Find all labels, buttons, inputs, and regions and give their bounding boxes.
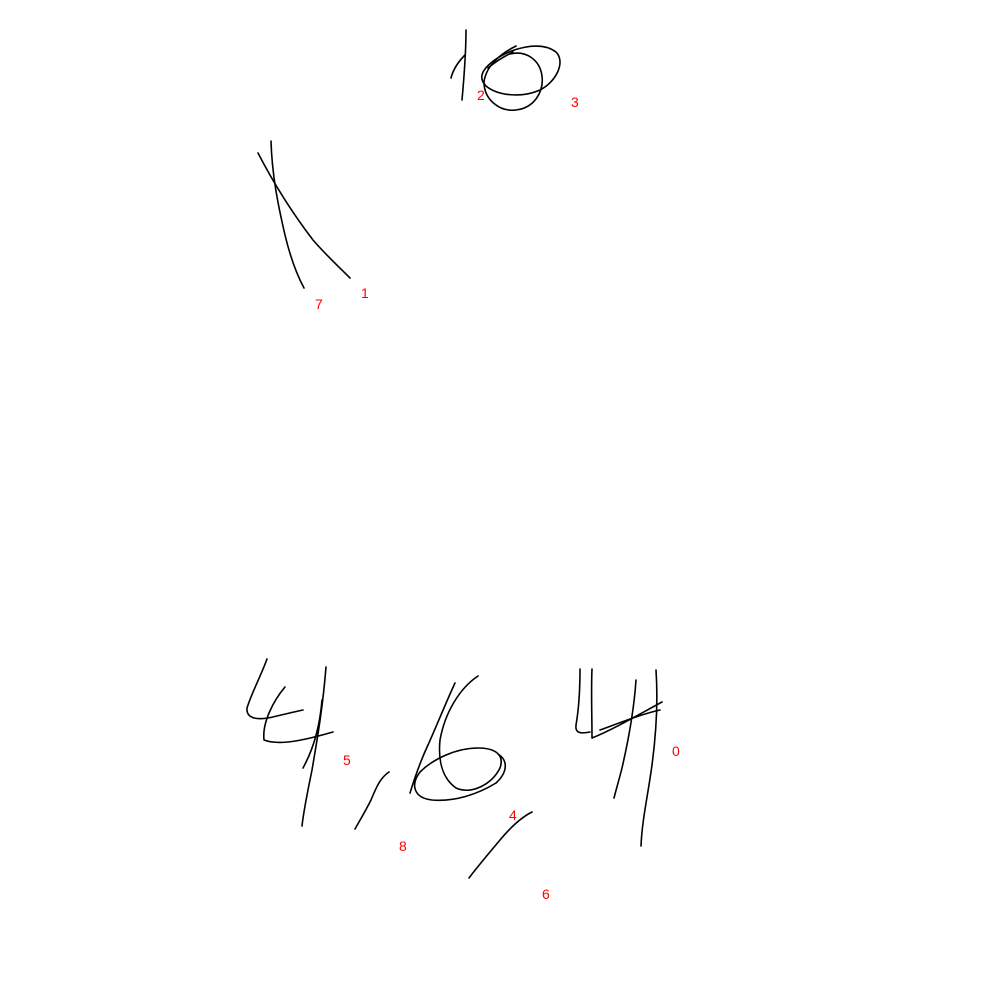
ink-stroke	[469, 812, 532, 878]
ink-stroke	[258, 153, 350, 278]
stroke-group-bottom	[247, 659, 662, 878]
ink-stroke	[451, 55, 465, 78]
ink-stroke	[355, 772, 389, 829]
ink-stroke	[614, 680, 636, 798]
stroke-group-top	[451, 30, 560, 110]
ink-stroke	[415, 676, 506, 800]
ink-stroke	[247, 659, 303, 719]
ink-stroke	[592, 669, 662, 738]
ink-stroke	[302, 667, 326, 826]
stroke-label-0: 0	[672, 743, 680, 759]
stroke-label-8: 8	[399, 838, 407, 854]
ink-stroke	[576, 669, 590, 733]
stroke-label-6: 6	[542, 886, 550, 902]
stroke-labels	[315, 87, 680, 902]
ink-stroke	[303, 700, 322, 768]
stroke-label-5: 5	[343, 752, 351, 768]
stroke-label-3: 3	[571, 94, 579, 110]
stroke-label-1: 1	[361, 285, 369, 301]
ink-stroke	[488, 52, 513, 68]
stroke-label-4: 4	[509, 807, 517, 823]
stroke-label-7: 7	[315, 296, 323, 312]
stroke-label-2: 2	[477, 87, 485, 103]
ink-stroke	[462, 30, 466, 100]
ink-stroke	[484, 46, 542, 110]
ink-stroke	[641, 670, 657, 846]
stroke-group-upper-left	[258, 141, 350, 288]
ink-stroke	[271, 141, 304, 288]
